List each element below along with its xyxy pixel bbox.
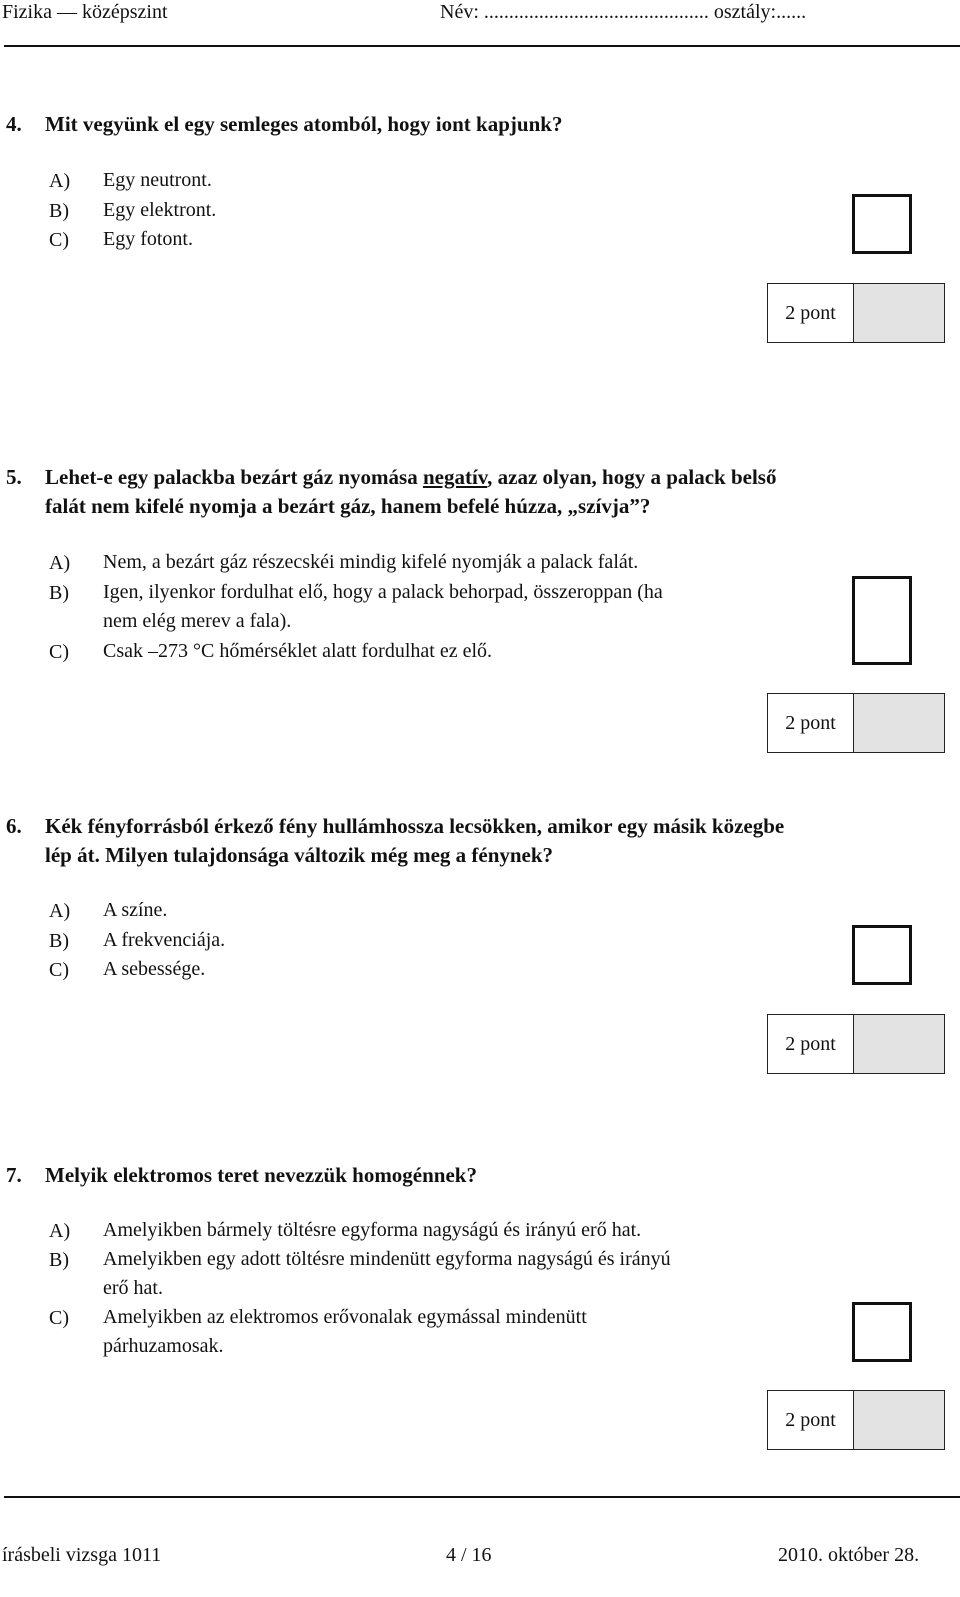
q7-option-a-text: Amelyikben bármely töltésre egyforma nagyságú és irányú erő hat.: [103, 1219, 642, 1241]
q4-option-b-text: Egy elektront.: [103, 199, 217, 221]
question-6-text-line1: Kék fényforrásból érkező fény hullámhossza lecsökken, amikor egy másik közegbe: [45, 814, 785, 838]
q5-option-a-letter: A): [49, 552, 71, 574]
header-name-field: Név: ............................................. osztály:......: [440, 1, 807, 23]
q5-option-c-text: Csak –273 °C hőmérséklet alatt fordulhat ez elő.: [103, 640, 493, 662]
header-subject: Fizika — középszint: [2, 1, 168, 23]
q6-score-box: [767, 1014, 945, 1074]
q5-answer-box[interactable]: [852, 576, 912, 665]
q7-score-cell[interactable]: [854, 1390, 945, 1450]
q4-option-c-letter: C): [49, 229, 69, 251]
q7-option-c-text-line1: Amelyikben az elektromos erővonalak egymással mindenütt: [103, 1306, 587, 1328]
q5-text-suffix: , azaz olyan, hogy a palack belső: [487, 465, 777, 489]
header-rule: [4, 45, 960, 47]
page-header: [0, 0, 960, 48]
q6-option-a-letter: A): [49, 900, 71, 922]
q7-score-box: [767, 1390, 945, 1450]
q5-option-a-text: Nem, a bezárt gáz részecskéi mindig kifelé nyomják a palack falát.: [103, 551, 639, 573]
footer-date: 2010. október 28.: [778, 1544, 920, 1566]
question-5-text-line1: [45, 462, 945, 492]
q5-option-b-letter: B): [49, 582, 69, 604]
q5-text-underlined: negatív: [422, 465, 488, 489]
q7-option-a-letter: A): [49, 1220, 71, 1242]
question-7-number: 7.: [6, 1163, 22, 1187]
q5-score-cell[interactable]: [854, 693, 945, 753]
q5-score-label: 2 pont: [767, 693, 854, 753]
q4-score-cell[interactable]: [854, 283, 945, 343]
question-6-number: 6.: [6, 814, 22, 838]
q4-option-a-text: Egy neutront.: [103, 169, 212, 191]
q7-answer-box[interactable]: [852, 1302, 912, 1362]
question-5-number: 5.: [6, 465, 22, 489]
q4-option-a-letter: A): [49, 170, 71, 192]
q4-answer-box[interactable]: [852, 194, 912, 254]
q7-option-c-letter: C): [49, 1307, 69, 1329]
q6-option-b-letter: B): [49, 930, 69, 952]
q6-score-cell[interactable]: [854, 1014, 945, 1074]
question-5-text-line2: falát nem kifelé nyomja a bezárt gáz, hanem befelé húzza, „szívja”?: [45, 494, 651, 518]
question-4-number: 4.: [6, 112, 22, 136]
question-7-text: Melyik elektromos teret nevezzük homogénnek?: [45, 1163, 477, 1187]
q7-option-b-text-line1: Amelyikben egy adott töltésre mindenütt egyforma nagyságú és irányú: [103, 1248, 671, 1270]
q6-option-c-text: A sebessége.: [103, 958, 206, 980]
q7-score-label: 2 pont: [767, 1390, 854, 1450]
q5-option-c-letter: C): [49, 641, 69, 663]
q5-text-prefix: Lehet-e egy palackba bezárt gáz nyomása: [45, 465, 423, 489]
q6-score-label: 2 pont: [767, 1014, 854, 1074]
q5-option-b-text-line1: Igen, ilyenkor fordulhat elő, hogy a palack behorpad, összeroppan (ha: [103, 581, 663, 603]
q6-option-c-letter: C): [49, 959, 69, 981]
q7-option-c-text-line2: párhuzamosak.: [103, 1335, 224, 1357]
question-4-text: Mit vegyünk el egy semleges atomból, hogy iont kapjunk?: [45, 112, 563, 136]
footer-rule: [4, 1496, 960, 1498]
q6-answer-box[interactable]: [852, 925, 912, 985]
question-6-text-line2: lép át. Milyen tulajdonsága változik még meg a fénynek?: [45, 843, 554, 867]
footer-exam-code: írásbeli vizsga 1011: [2, 1544, 162, 1566]
q5-score-box: [767, 693, 945, 753]
q6-option-b-text: A frekvenciája.: [103, 929, 226, 951]
q4-score-box: [767, 283, 945, 343]
q5-option-b-text-line2: nem elég merev a fala).: [103, 610, 292, 632]
footer-page-number: 4 / 16: [446, 1544, 492, 1566]
q4-option-c-text: Egy fotont.: [103, 228, 193, 250]
q7-option-b-text-line2: erő hat.: [103, 1277, 163, 1299]
q4-score-label: 2 pont: [767, 283, 854, 343]
q6-option-a-text: A színe.: [103, 899, 168, 921]
q4-option-b-letter: B): [49, 200, 69, 222]
q7-option-b-letter: B): [49, 1249, 69, 1271]
